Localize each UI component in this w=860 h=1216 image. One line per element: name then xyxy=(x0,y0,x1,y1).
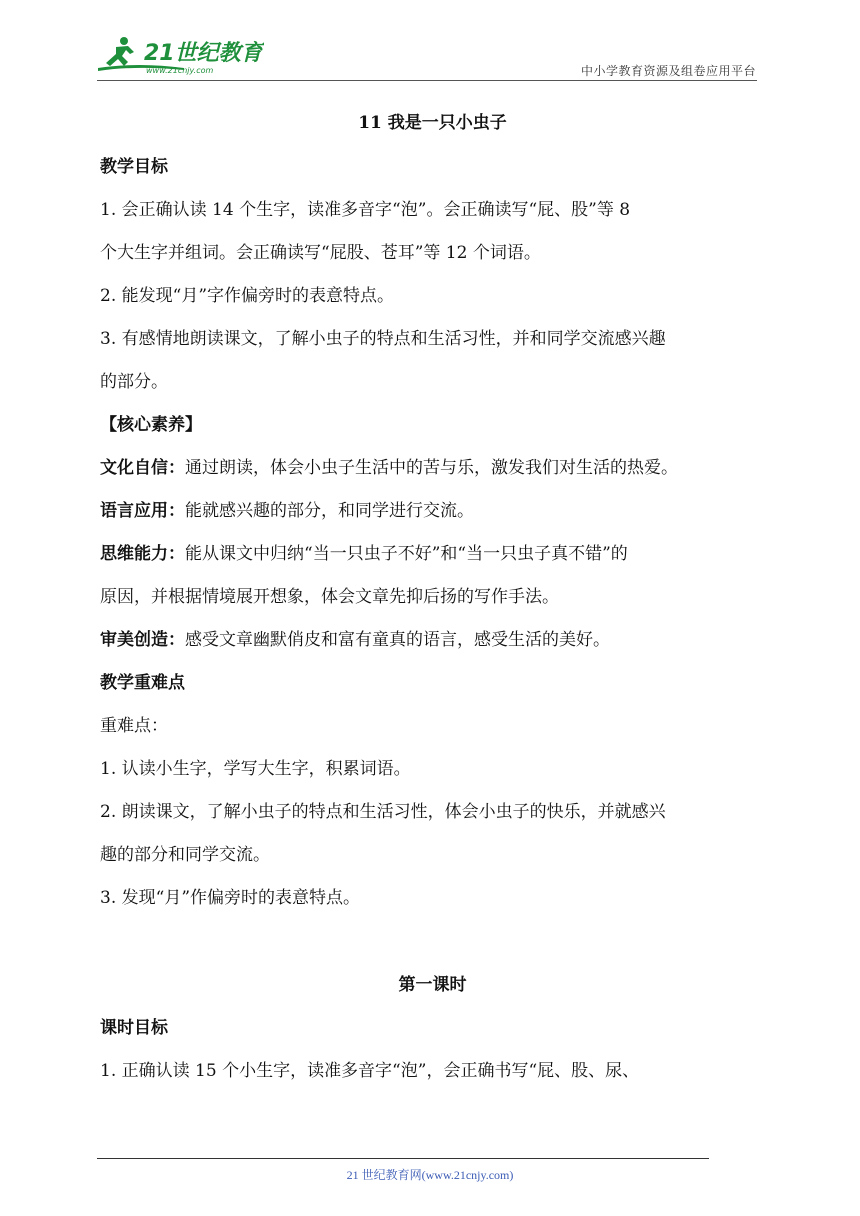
core-text: 能从课文中归纳“当一只虫子不好”和“当一只虫子真不错”的 xyxy=(185,544,628,564)
key-points-subheading: 重难点： xyxy=(100,716,168,736)
page-header xyxy=(0,0,860,90)
core-text: 通过朗读，体会小虫子生活中的苦与乐，激发我们对生活的热爱。 xyxy=(185,458,678,478)
header-divider xyxy=(97,80,757,81)
core-label: 审美创造： xyxy=(100,630,185,650)
core-label: 文化自信： xyxy=(100,458,185,478)
key-point-3: 3. 发现“月”作偏旁时的表意特点。 xyxy=(100,888,361,908)
key-point-2-line-2: 趣的部分和同学交流。 xyxy=(100,845,270,865)
goal-1-line-2: 个大生字并组词。会正确读写“屁股、苍耳”等 12 个词语。 xyxy=(100,243,541,263)
logo-url: www.21cnjy.com xyxy=(146,66,214,75)
core-item-thinking xyxy=(100,533,765,576)
logo-21cnjy xyxy=(94,34,264,78)
core-item-culture xyxy=(100,447,765,490)
goals-heading: 教学目标 xyxy=(100,157,168,177)
goal-2: 2. 能发现“月”字作偏旁时的表意特点。 xyxy=(100,286,395,306)
core-item-aesthetic xyxy=(100,619,765,662)
core-text: 感受文章幽默俏皮和富有童真的语言，感受生活的美好。 xyxy=(185,630,610,650)
footer-site-text: 21 世纪教育网(www.21cnjy.com) xyxy=(346,1168,514,1182)
goal-3-line-1: 3. 有感情地朗读课文，了解小虫子的特点和生活习性，并和同学交流感兴趣 xyxy=(100,329,666,349)
core-heading: 【核心素养】 xyxy=(100,415,202,435)
goal-3-line-2: 的部分。 xyxy=(100,372,168,392)
logo-text: 21世纪教育 xyxy=(144,41,263,66)
core-text: 能就感兴趣的部分，和同学进行交流。 xyxy=(185,501,474,521)
lesson-goals-heading: 课时目标 xyxy=(100,1018,168,1038)
core-label: 语言应用： xyxy=(100,501,185,521)
key-point-2-line-1: 2. 朗读课文，了解小虫子的特点和生活习性，体会小虫子的快乐，并就感兴 xyxy=(100,802,666,822)
lesson-period-heading: 第一课时 xyxy=(398,975,467,995)
core-label: 思维能力： xyxy=(100,544,185,564)
header-platform-text: 中小学教育资源及组卷应用平台 xyxy=(580,64,756,78)
core-item-thinking-line-2: 原因，并根据情境展开想象，体会文章先抑后扬的写作手法。 xyxy=(100,587,559,607)
document-body xyxy=(100,106,765,1093)
goal-1-line-1: 1. 会正确认读 14 个生字，读准多音字“泡”。会正确读写“屁、股”等 8 xyxy=(100,200,631,220)
core-item-language xyxy=(100,490,765,533)
key-points-heading: 教学重难点 xyxy=(100,673,185,693)
key-point-1: 1. 认读小生字，学写大生字，积累词语。 xyxy=(100,759,411,779)
lesson-goal-1-line-1: 1. 正确认读 15 个小生字，读准多音字“泡”，会正确书写“屁、股、尿、 xyxy=(100,1061,640,1081)
footer-divider xyxy=(97,1158,709,1159)
lesson-title: 11 我是一只小虫子 xyxy=(358,113,507,133)
section-spacer xyxy=(100,920,765,964)
